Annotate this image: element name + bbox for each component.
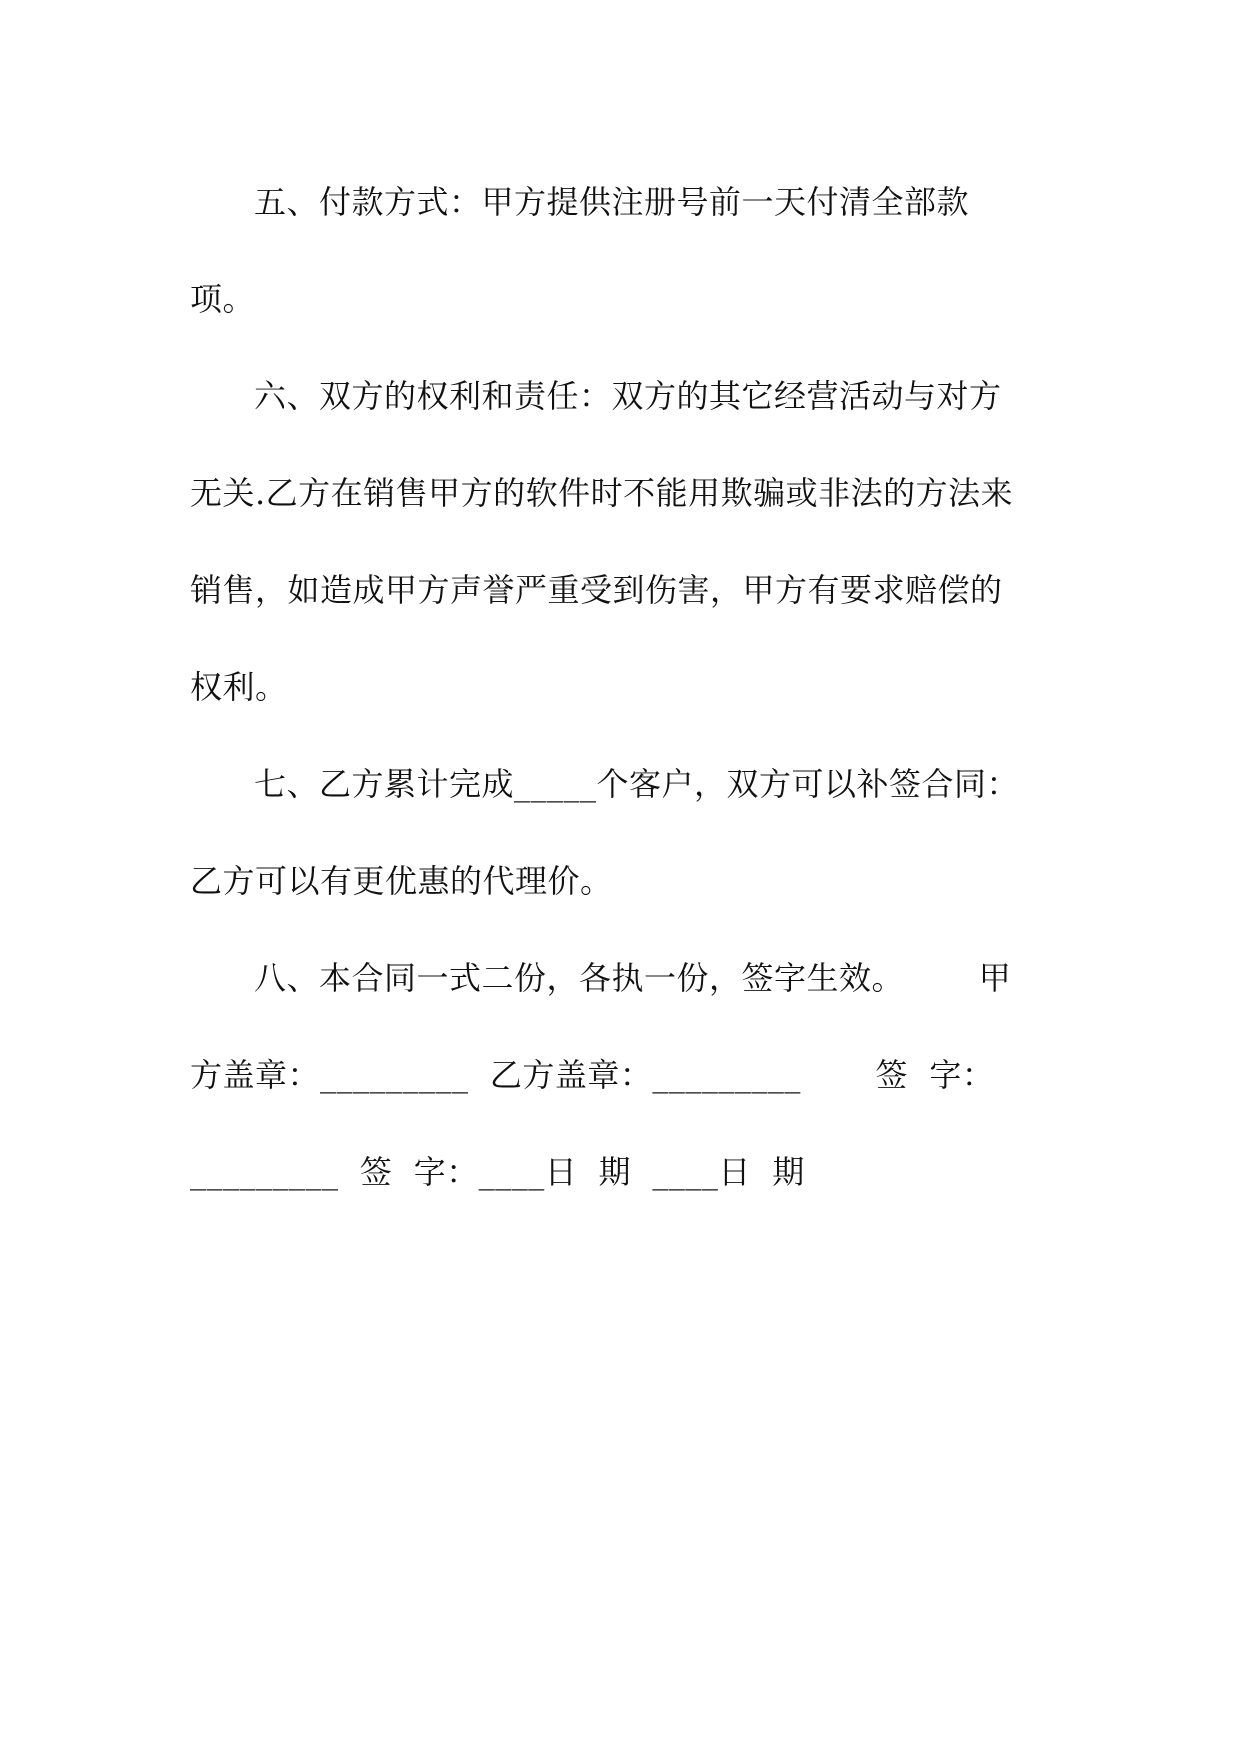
clause-6-line-2: 无关.乙方在销售甲方的软件时不能用欺骗或非法的方法来	[190, 474, 1014, 512]
clause-7-line-1: 七、乙方累计完成_____个客户，双方可以补签合同：	[254, 765, 1020, 803]
clause-5-line-2: 项。	[190, 280, 256, 318]
clause-5-line-1: 五、付款方式：甲方提供注册号前一天付清全部款	[254, 183, 970, 221]
clause-6-line-1: 六、双方的权利和责任：双方的其它经营活动与对方	[254, 377, 1002, 415]
clause-6-line-4: 权利。	[190, 668, 288, 706]
clause-7-line-2: 乙方可以有更优惠的代理价。	[190, 862, 613, 900]
clause-6-line-3: 销售，如造成甲方声誉严重受到伤害，甲方有要求赔偿的	[190, 571, 1003, 609]
signature-line-1: 方盖章：_________ 乙方盖章：_________ 签 字：	[190, 1056, 995, 1094]
signature-line-2: _________ 签 字：____日 期 ____日 期	[190, 1153, 805, 1191]
clause-8-line-1: 八、本合同一式二份，各执一份，签字生效。 甲	[254, 959, 1012, 997]
